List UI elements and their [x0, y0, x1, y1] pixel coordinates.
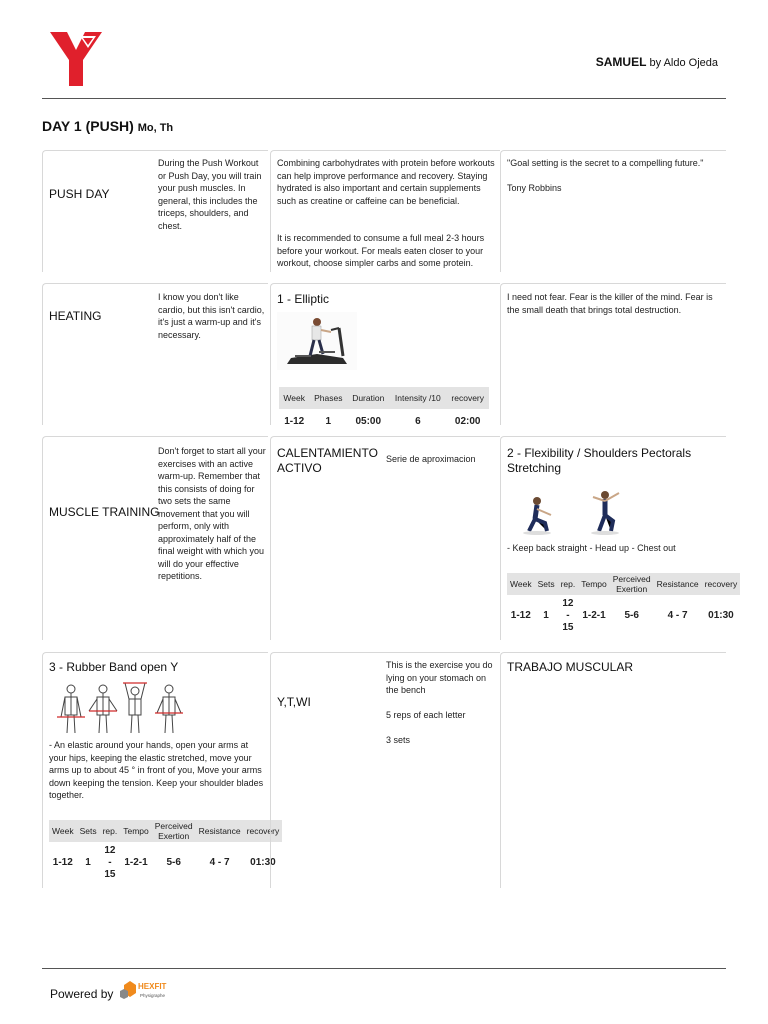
rubber-band-table: [49, 820, 282, 884]
cell-resistance: 4 - 7: [196, 842, 244, 884]
col-exertion: Perceived Exertion: [152, 820, 196, 842]
ytwl-text-1: This is the exercise you do lying on your stomach on the bench: [386, 660, 493, 695]
stretching-image: [507, 487, 637, 537]
cell-exertion: 5-6: [152, 842, 196, 884]
header-author: [596, 55, 718, 69]
author-suffix: by Aldo Ojeda: [649, 57, 718, 69]
cell-week: 1-12: [279, 409, 309, 435]
nutrition-text-1: Combining carbohydrates with protein before workouts can help improve performance and recovery. Staying hydrated is also important and certain supplements such as creatine or caffeine can be beneficial.: [277, 158, 495, 206]
push-day-card: [42, 150, 268, 272]
day-schedule: Mo, Th: [137, 122, 174, 134]
cell-exertion: 5-6: [610, 595, 654, 637]
hexfit-logo: [118, 977, 170, 1003]
col-sets: Sets: [77, 820, 100, 842]
quote-card: [500, 150, 726, 272]
heating-card: [42, 283, 268, 425]
stretching-table: [507, 573, 740, 637]
rubber-band-card: [42, 652, 280, 888]
rubber-band-image: [53, 681, 213, 739]
header-divider: [42, 98, 726, 99]
col-rep: rep.: [100, 820, 121, 842]
stretching-title: 2 - Flexibility / Shoulders Pectorals Stretching: [507, 446, 692, 475]
muscle-training-description: Don't forget to start all your exercises with an active warm-up. Remember that this consists of doing for two sets the same movement that you will perform, only with approximately half of the final weight with which you will do your effective repetitions.: [158, 446, 266, 581]
col-tempo: Tempo: [578, 573, 610, 595]
cell-rep: 12 - 15: [100, 842, 121, 884]
rubber-band-description: - An elastic around your hands, open your arms at your hips, keeping the elastic stretched, move your arms up to about 45 ° in front of you, Move your arms down keeping the tension. Keep your shoulder blades together.: [49, 740, 264, 800]
col-resistance: Resistance: [196, 820, 244, 842]
col-week: Week: [507, 573, 535, 595]
footer-divider: [42, 968, 726, 969]
cell-sets: 1: [535, 595, 558, 637]
cell-week: 1-12: [507, 595, 535, 637]
cell-phases: 1: [309, 409, 347, 435]
col-sets: Sets: [535, 573, 558, 595]
col-intensity: Intensity /10: [389, 387, 446, 409]
cell-rep: 12 - 15: [558, 595, 579, 637]
ytwl-title: Y,T,WI: [277, 695, 311, 709]
cell-duration: 05:00: [347, 409, 389, 435]
col-phases: Phases: [309, 387, 347, 409]
col-resistance: Resistance: [654, 573, 702, 595]
col-recovery: recovery: [446, 387, 489, 409]
col-week: Week: [279, 387, 309, 409]
push-day-description: During the Push Workout or Push Day, you will train your push muscles. In general, this includes the triceps, shoulders, and chest.: [158, 158, 262, 231]
cell-intensity: 6: [389, 409, 446, 435]
col-exertion: Perceived Exertion: [610, 573, 654, 595]
table-row: [49, 842, 282, 884]
day-name: DAY 1 (PUSH): [42, 118, 134, 134]
trabajo-title: TRABAJO MUSCULAR: [507, 660, 634, 674]
nutrition-card: [270, 150, 500, 272]
cell-recovery: 01:30: [702, 595, 741, 637]
powered-by-label: Powered by: [50, 987, 114, 1001]
ymca-logo: [50, 32, 102, 86]
col-rep: rep.: [558, 573, 579, 595]
col-recovery: recovery: [702, 573, 741, 595]
heating-title: HEATING: [49, 309, 102, 323]
trabajo-card: [500, 652, 726, 888]
quote-text: "Goal setting is the secret to a compelling future.": [507, 158, 704, 168]
muscle-training-title: MUSCLE TRAINING: [49, 505, 160, 519]
stretching-note: - Keep back straight - Head up - Chest out: [507, 543, 676, 553]
rubber-band-title: 3 - Rubber Band open Y: [49, 660, 179, 674]
cell-tempo: 1-2-1: [120, 842, 152, 884]
ytwl-text-2: 5 reps of each letter: [386, 710, 466, 720]
hexfit-sub: Physigraphe: [140, 993, 166, 998]
cell-resistance: 4 - 7: [654, 595, 702, 637]
cell-sets: 1: [77, 842, 100, 884]
muscle-training-card: [42, 436, 268, 640]
col-duration: Duration: [347, 387, 389, 409]
elliptic-title: 1 - Elliptic: [277, 292, 330, 306]
heating-quote-card: [500, 283, 726, 425]
stretching-card: [500, 436, 738, 640]
elliptic-table: [279, 387, 489, 435]
table-row: [279, 409, 489, 435]
cell-week: 1-12: [49, 842, 77, 884]
col-week: Week: [49, 820, 77, 842]
warmup-title: CALENTAMIENTO ACTIVO: [277, 446, 378, 475]
cell-tempo: 1-2-1: [578, 595, 610, 637]
ytwl-card: [270, 652, 500, 888]
author-name: SAMUEL: [595, 55, 647, 69]
heating-description: I know you don't like cardio, but this isn't cardio, it's just a warm-up and it's necessary.: [158, 292, 265, 340]
col-recovery: recovery: [244, 820, 283, 842]
warmup-note: Serie de aproximacion: [386, 454, 476, 464]
col-tempo: Tempo: [120, 820, 152, 842]
quote-author: Tony Robbins: [507, 183, 562, 193]
nutrition-text-2: It is recommended to consume a full meal 2-3 hours before your workout. For meals eaten closer to your workout, choose simpler carbs and some protein.: [277, 233, 485, 268]
warmup-card: [270, 436, 500, 640]
heating-quote: I need not fear. Fear is the killer of the mind. Fear is the small death that brings total destruction.: [507, 292, 713, 315]
cell-recovery: 01:30: [244, 842, 283, 884]
hexfit-brand: HEXFIT: [138, 982, 167, 991]
ytwl-text-3: 3 sets: [386, 735, 411, 745]
elliptic-machine-image: [277, 312, 357, 370]
push-day-title: PUSH DAY: [49, 187, 110, 201]
elliptic-card: [270, 283, 500, 428]
table-row: [507, 595, 740, 637]
day-title: [42, 118, 173, 134]
cell-recovery: 02:00: [446, 409, 489, 435]
